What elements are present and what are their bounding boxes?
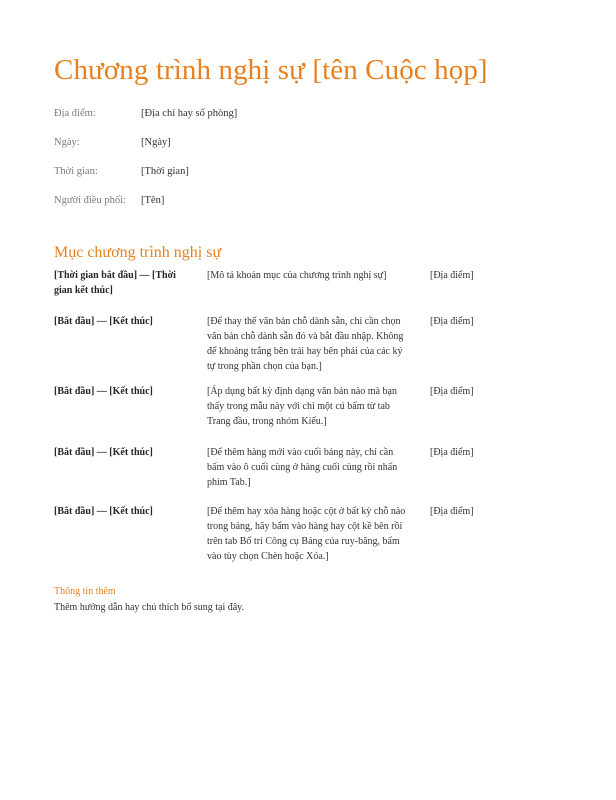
agenda-table <box>54 268 484 564</box>
meta-row-date <box>54 137 554 166</box>
agenda-description[interactable]: [Để thêm hàng mới vào cuối bảng này, chỉ cần bấm vào ô cuối cùng ở hàng cuối cùng rồi nhấn phím Tab.] <box>207 447 398 488</box>
facilitator-value[interactable]: [Tên] <box>141 195 165 206</box>
agenda-description[interactable]: [Áp dụng bất kỳ định dạng văn bản nào mà bạn thấy trong mẫu này với chỉ một cú bấm từ tab Trang đầu, trong nhóm Kiểu.] <box>207 386 397 427</box>
additional-info-text[interactable]: Thêm hướng dẫn hay chú thích bổ sung tại đây. <box>54 602 245 613</box>
document-title[interactable]: Chương trình nghị sự [tên Cuộc họp] <box>54 54 488 86</box>
agenda-row <box>54 314 484 384</box>
agenda-time[interactable]: [Bắt đầu] — [Kết thúc] <box>54 506 153 517</box>
agenda-row <box>54 445 484 504</box>
location-label: Địa điểm: <box>54 108 96 119</box>
agenda-time[interactable]: [Bắt đầu] — [Kết thúc] <box>54 447 153 458</box>
meta-row-location <box>54 108 554 137</box>
agenda-location[interactable]: [Địa điểm] <box>430 386 474 397</box>
agenda-row <box>54 268 484 314</box>
agenda-time[interactable]: [Bắt đầu] — [Kết thúc] <box>54 316 153 327</box>
agenda-time[interactable]: [Bắt đầu] — [Kết thúc] <box>54 386 153 397</box>
agenda-location[interactable]: [Địa điểm] <box>430 316 474 327</box>
agenda-row <box>54 384 484 445</box>
meeting-details <box>54 108 554 224</box>
agenda-location[interactable]: [Địa điểm] <box>430 270 474 281</box>
agenda-location[interactable]: [Địa điểm] <box>430 447 474 458</box>
agenda-row <box>54 504 484 564</box>
time-value[interactable]: [Thời gian] <box>141 166 189 177</box>
meta-row-time <box>54 166 554 195</box>
facilitator-label: Người điều phối: <box>54 195 126 206</box>
agenda-time[interactable]: [Thời gian bắt đầu] — [Thời gian kết thúc] <box>54 270 176 296</box>
agenda-description[interactable]: [Để thay thế văn bản chỗ dành sẵn, chỉ cần chọn văn bản chỗ dành sẵn đó và bắt đầu nhập. Không để khoảng trắng bên trái hay bên phải của các ký tự trong phần chọn của bạn.] <box>207 316 404 372</box>
agenda-heading[interactable]: Mục chương trình nghị sự <box>54 244 222 261</box>
date-value[interactable]: [Ngày] <box>141 137 171 148</box>
agenda-description[interactable]: [Để thêm hay xóa hàng hoặc cột ở bất kỳ chỗ nào trong bảng, hãy bấm vào hàng hay cột kề bên rồi trên tab Bố trí Công cụ Bảng của ruy-băng, bấm vào tùy chọn Chèn hoặc Xóa.] <box>207 506 406 562</box>
meta-row-facilitator <box>54 195 554 224</box>
location-value[interactable]: [Địa chỉ hay số phòng] <box>141 108 238 119</box>
agenda-description[interactable]: [Mô tả khoản mục của chương trình nghị sự] <box>207 270 387 281</box>
time-label: Thời gian: <box>54 166 98 177</box>
date-label: Ngày: <box>54 137 80 148</box>
additional-info-heading[interactable]: Thông tin thêm <box>54 586 116 597</box>
agenda-location[interactable]: [Địa điểm] <box>430 506 474 517</box>
